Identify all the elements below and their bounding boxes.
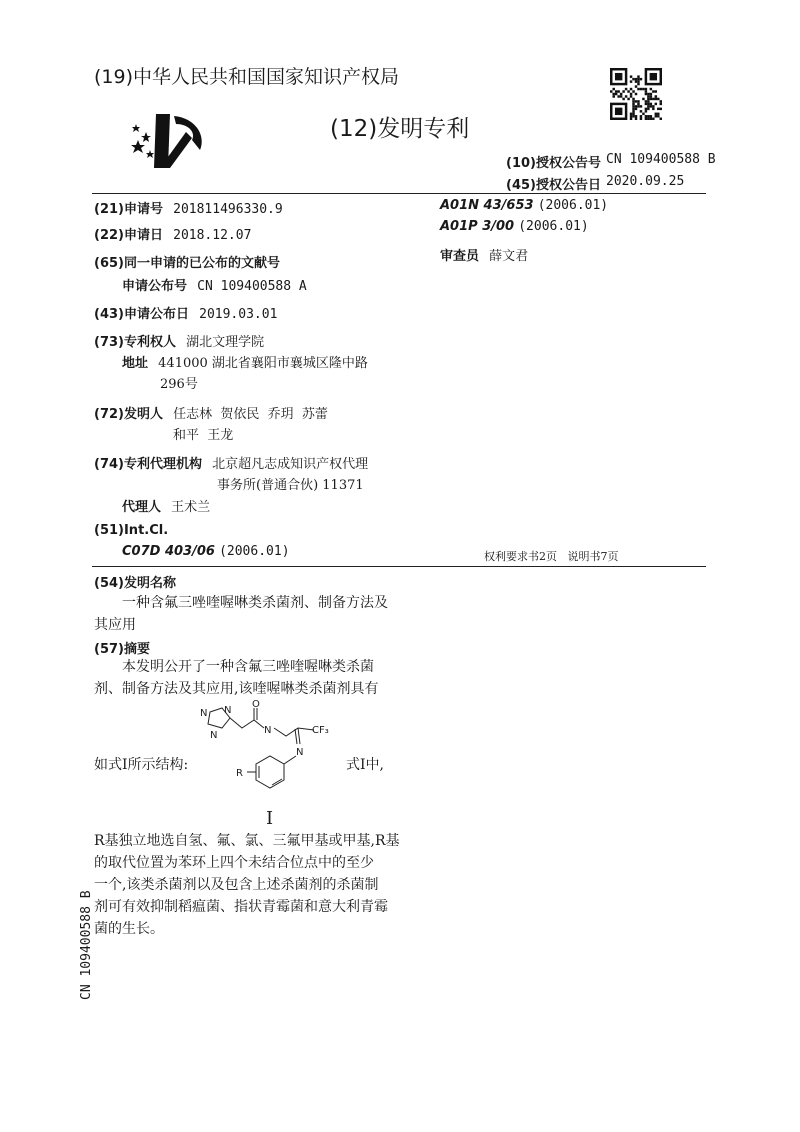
intcl-row (122, 544, 290, 559)
pages-note: 权利要求书2页 说明书7页 (484, 550, 619, 563)
app-date-row (94, 224, 251, 243)
r-group: R (236, 768, 243, 779)
formula-intro: 如式I所示结构: (94, 757, 189, 773)
title-line1: 一种含氟三唑喹喔啉类杀菌剂、制备方法及 (122, 595, 388, 611)
abstract-line5: 一个,该类杀菌剂以及包含上述杀菌剂的杀菌制 (94, 877, 379, 893)
title-label: (54)发明名称 (94, 576, 176, 591)
agent: 王术兰 (171, 500, 211, 515)
inventors-line2: 和平 王龙 (173, 428, 234, 443)
triazole-n1: N (200, 708, 208, 719)
office-name: (19)中华人民共和国国家知识产权局 (94, 66, 400, 88)
inventors-row (94, 403, 328, 422)
qr-code-icon (610, 68, 662, 120)
agency-row (94, 453, 368, 472)
class2-row (440, 219, 589, 234)
examiner-row (440, 245, 528, 264)
inventors-line1: 任志林 贺依民 乔玥 苏蕾 (173, 407, 328, 422)
app-no-label: (21)申请号 (94, 202, 163, 217)
pub-date-label: (43)申请公布日 (94, 307, 189, 322)
agent-label: 代理人 (122, 500, 162, 515)
formula-tail: 式I中, (346, 757, 384, 773)
grant-pub-no-label: (10)授权公告号 (506, 156, 601, 171)
class1-code: A01N 43/653 (440, 198, 534, 213)
abstract-line7: 菌的生长。 (94, 921, 164, 937)
document-type: (12)发明专利 (330, 116, 470, 142)
abstract-line3: R基独立地选自氢、氟、氯、三氟甲基或甲基,R基 (94, 833, 400, 849)
cnipa-logo-icon (126, 110, 216, 170)
same-app-label: (65)同一申请的已公布的文献号 (94, 256, 280, 271)
amide-nitrogen: N (264, 725, 272, 736)
examiner-label: 审查员 (440, 249, 480, 264)
middle-divider (92, 566, 706, 567)
class1-year: (2006.01) (537, 198, 609, 213)
app-no-row (94, 198, 283, 217)
imine-nitrogen: N (296, 747, 304, 758)
patentee: 湖北文理学院 (186, 335, 265, 350)
invention-title (94, 592, 404, 636)
grant-pub-date: 2020.09.25 (606, 174, 685, 189)
agency-line1: 北京超凡志成知识产权代理 (212, 457, 369, 472)
formula-label: I (266, 808, 274, 829)
abstract-label: (57)摘要 (94, 642, 150, 657)
address-row (122, 352, 368, 371)
pub-date: 2019.03.01 (199, 307, 278, 322)
abstract-line1: 本发明公开了一种含氟三唑喹喔啉类杀菌 (122, 659, 374, 675)
triazole-n2: N (224, 705, 232, 716)
abstract-intro (94, 656, 404, 700)
app-date: 2018.12.07 (173, 228, 252, 243)
patentee-row (94, 331, 264, 350)
address-label: 地址 (122, 356, 149, 371)
address-line2: 296号 (160, 377, 198, 392)
class1-row (440, 198, 608, 213)
address-line1: 441000 湖北省襄阳市襄城区隆中路 (158, 356, 368, 371)
structural-formula (196, 700, 346, 806)
side-publication-number: CN 109400588 B (79, 890, 94, 1000)
pub-no: CN 109400588 A (197, 279, 307, 294)
abstract-line4: 的取代位置为苯环上四个未结合位点中的至少 (94, 855, 374, 871)
abstract-line2: 剂、制备方法及其应用,该喹喔啉类杀菌剂具有 (94, 681, 379, 697)
top-divider (92, 193, 706, 194)
agent-row (122, 496, 210, 515)
patentee-label: (73)专利权人 (94, 335, 176, 350)
abstract-body (94, 830, 404, 940)
intcl-year: (2006.01) (219, 544, 290, 559)
agency-label: (74)专利代理机构 (94, 457, 202, 472)
app-no: 201811496330.9 (173, 202, 283, 217)
class2-year: (2006.01) (518, 219, 589, 234)
pub-date-row (94, 303, 277, 322)
intcl-label: (51)Int.Cl. (94, 523, 169, 538)
cf3-group: CF₃ (312, 725, 329, 736)
app-date-label: (22)申请日 (94, 228, 163, 243)
pub-no-row (122, 275, 307, 294)
pub-no-label: 申请公布号 (122, 279, 188, 294)
grant-pub-date-label: (45)授权公告日 (506, 178, 601, 193)
triazole-n3: N (210, 730, 218, 741)
inventors-label: (72)发明人 (94, 407, 163, 422)
title-line2: 其应用 (94, 617, 136, 633)
intcl-code: C07D 403/06 (122, 544, 215, 559)
grant-pub-no: CN 109400588 B (606, 152, 716, 167)
abstract-line6: 剂可有效抑制稻瘟菌、指状青霉菌和意大利青霉 (94, 899, 388, 915)
agency-line2: 事务所(普通合伙) 11371 (217, 478, 364, 493)
examiner: 薛文君 (489, 249, 529, 264)
carbonyl-oxygen: O (252, 700, 260, 710)
class2-code: A01P 3/00 (440, 219, 515, 234)
